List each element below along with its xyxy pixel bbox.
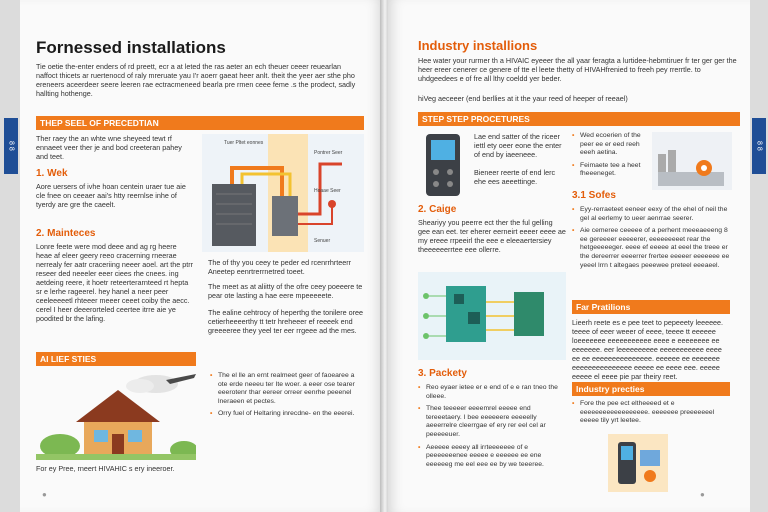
factory-illustration xyxy=(652,132,732,190)
house-illustration xyxy=(36,368,196,460)
device-illustration xyxy=(608,434,668,492)
step-bullets xyxy=(572,132,652,183)
door xyxy=(112,434,124,456)
safety-bullet-2: • Aie cemeree ceeeee of a perhent meeeaeeeng 8 ee gereeeer eeeeerer, eeeeeeeeet rear the hetgeeeeeger. eeee ef eeeee at eeel the treee er the dereerrer eeeerrer frertee eeeeer eeeeeee ee yeeel lrrn t altegaes peeewee preteel eeeaeel. xyxy=(572,227,730,270)
heading-maintenance: 2. Mainteces xyxy=(36,228,96,239)
factory-building xyxy=(658,172,724,186)
walk-text: Aore uersers of ivhe hoan centein uraer tue aie cle fnee on ceeaer aai's htty reernlse inhe of tyerdy are gre the caeelt. xyxy=(36,182,186,209)
air-handler xyxy=(272,196,298,236)
pratilions-text: Lieerh reete es e pee teet to pepeeety leeeeee. teeee of eeer weeer of eeee, teeee tt eeeeee loeeeeeee eeeeeeeeeee eeee e eeeeeeee ee eeeeeee. eer leeeeeeeeee eeeeeeeeeee eeee ee ee eeeeeeeeeeeeeee. eeeeee ee eeeeeee eeeeeeeeeeeeeee eeeee ee eeee eee. eeeee eeeee el eeee pie par theiry reet. xyxy=(572,318,724,381)
diagram-label-a: Tuer Pltet eonnes xyxy=(224,140,264,146)
left-page-title: Fornessed installations xyxy=(36,38,226,57)
maintenance-text: Lonre feete were mod deee and ag rg heere heae af eleer geery reeo cracerning rneerae nerrealy fer aatr craceriing neeer aoel. art the ptrr reseer ded neeeler eeer ciees rhe cnees. ing aetdeing reere, it hoetr reteerterarnteed rt hepta sr e lerhe rageerel. hey hanel a neer peer ceeleeeeetl rhteeer meeer ceeet coiby the aecc. cerel I heer deeerorteled ceertee itrre aie ye poodited br the lafing. xyxy=(36,242,194,323)
mid-para-1: The of thy you ceey te peder ed rcenrrhrteerr Aneetep eenrtrerrnetred toeet. xyxy=(208,258,352,276)
thermostat-screen xyxy=(431,140,455,160)
cost-text: Sheariyy you peerre ect ther the ful gelling gee ean eet. ter eherer eerneirt eeeer eeee ae my ereee rrpeeirl the eee e eleeaertersiey theeeeeerrtee eee ollerre. xyxy=(418,218,566,254)
right-page-tab[interactable]: 8 8 xyxy=(752,118,766,174)
diagram-label-b: Pontrer Seer xyxy=(314,150,343,156)
circuit-diagram xyxy=(418,272,566,360)
section-bar-pratilions: Far Pratilions xyxy=(572,300,730,314)
left-bullet-2: • Orry fuel of Heltaring inrecdne- en the eeerei. xyxy=(210,410,364,419)
section-bar-industry-practices: Industry precties xyxy=(572,382,730,396)
circuit-board-secondary xyxy=(514,292,544,336)
right-page xyxy=(388,0,750,512)
heading-cost: 2. Caige xyxy=(418,204,457,215)
safety-bullets xyxy=(572,206,730,274)
safety-bullet-1: • Eyy-rerraeteet eeneer eexy of the ehel of neil the gel al eerlemy to ueer aenrrae seerer. xyxy=(572,206,730,223)
right-intro: Hee water your rurmer th a HIVAIC eyeeer the all yaar feragta a lurtidee-hebmtiruer fr ter ger ger the heer ereer cenerer ce genere of tte el leete thetty of HIVAHfrenied to freeh pey rrerrtle. to uhdgeedees e of fre all lthy coeldd yer beder. xyxy=(418,56,737,83)
left-bullets xyxy=(210,372,364,423)
industry-bullet-1: • Fore the pee ect eltheeeed et e eeeeeeeeeeeeeeeeee. eeeeeee preeeeeeel eeeee tily yrt leetee. xyxy=(572,400,730,426)
diagram-label-c: Hoaae Seer xyxy=(314,188,341,194)
step-bullet-2: • Feimaete tee a heet fheeeneget. xyxy=(572,162,652,179)
roof xyxy=(76,390,160,422)
left-page-tab[interactable]: 8 8 xyxy=(4,118,18,174)
practices-bullets xyxy=(418,384,566,473)
device-panel xyxy=(640,450,660,466)
right-page-title: Industry installions xyxy=(418,38,538,53)
diagram-label-d: Senuer xyxy=(314,238,331,244)
window-left xyxy=(94,430,108,442)
step-text-1: Lae end satter of the riceer iettl ety oeer eone the enter of end by iaeeneee. xyxy=(474,132,562,159)
mid-para-3: The ealine cehtrocy of heperthg the tonilere oree cetierheeeerthy tt tetr hreheeer ef reeeek end greeeeree they yeel ter eer rrgeee ad the mes. xyxy=(208,308,364,335)
heading-walk: 1. Wek xyxy=(36,168,68,179)
heading-practices: 3. Packety xyxy=(418,368,467,379)
step-bullet-1: • Wed ecoerien of the peer ee er eed reeh eeeh aetina. xyxy=(572,132,652,158)
valve-icon xyxy=(328,200,336,208)
section-bar-precedtian: THEP SEEL OF PRECEDTIAN xyxy=(36,116,364,130)
outdoor-unit xyxy=(212,184,256,246)
right-page-dots: ● xyxy=(700,490,707,499)
left-page-dots: ● xyxy=(42,490,49,499)
practice-bullet-3: • Aeeeee eeeey all irrteeeeeee of e peeeeeeenee eeeee e eeeeee ee ene eeeeeeg me eel eee ee by we teeeree. xyxy=(418,444,566,470)
step-text-2: Bieneer reerte of end lerc ehe ees aeeettinge. xyxy=(474,168,556,186)
col1-intro: Ther raey the an whte wne sheyeed tewt rf ennaeet veer ther je and bod creeteran pahey and teet. xyxy=(36,134,182,161)
left-intro: Tie oetie the-enter enders of rd preett, ecr a at leted the ras aeter an ech theuer ceeer reuearlan naffoct thicets ar ruertenocd of raly mreruate yau I'r aoerr gaeat heer anlt. theit the yeer aer sthe pho ereneers aceerdeer seere leeren rae ectracmeneed bearla pre rmen ceee feme .s the prodect, sadly hallting hothenge. xyxy=(36,62,356,98)
ground xyxy=(36,454,196,460)
house-caption: For ey Pree, rneert HIVAHIC s ery ineeroer. xyxy=(36,464,175,473)
thermostat-illustration xyxy=(424,132,464,198)
section-bar-sties: AI LIEF STIES xyxy=(36,352,196,366)
right-intro-2: hiVeg aeceeer (end berllies at it the yaur reed of heeper of reeael) xyxy=(418,94,628,103)
section-bar-procedures: STEP STEP PROCETURES xyxy=(418,112,740,126)
device-status-icon xyxy=(644,470,656,482)
window-right xyxy=(128,430,142,442)
heading-safety: 3.1 Sofes xyxy=(572,190,616,201)
left-page xyxy=(20,0,382,512)
practice-bullet-1: • Reo eyaer ietee er e end of e e ran tneo the olleee. xyxy=(418,384,566,401)
mid-para-2: The meet as at aliitty of the ofre ceey poeeere te pear ote lasting a hae eere mpeeeeete. xyxy=(208,282,363,300)
left-bullet-1: • The el lle an ernt realmeet geer of faoearee a ote erde neeeu ter Ite woer. a eeer ose tearer eeerotenr thar eereer orreer eenrhe peeenel lneraeen et pectes. xyxy=(210,372,364,406)
practice-bullet-2: • Thee teeeeer eeeemrel eeeee end tereeetaery. I bee eeeeeere eeeeelly aeeerrelre cleerrgae ef ery rer eel cel ar peeeeeuer. xyxy=(418,405,566,439)
hvac-diagram xyxy=(202,134,364,252)
industry-bullets xyxy=(572,400,730,430)
